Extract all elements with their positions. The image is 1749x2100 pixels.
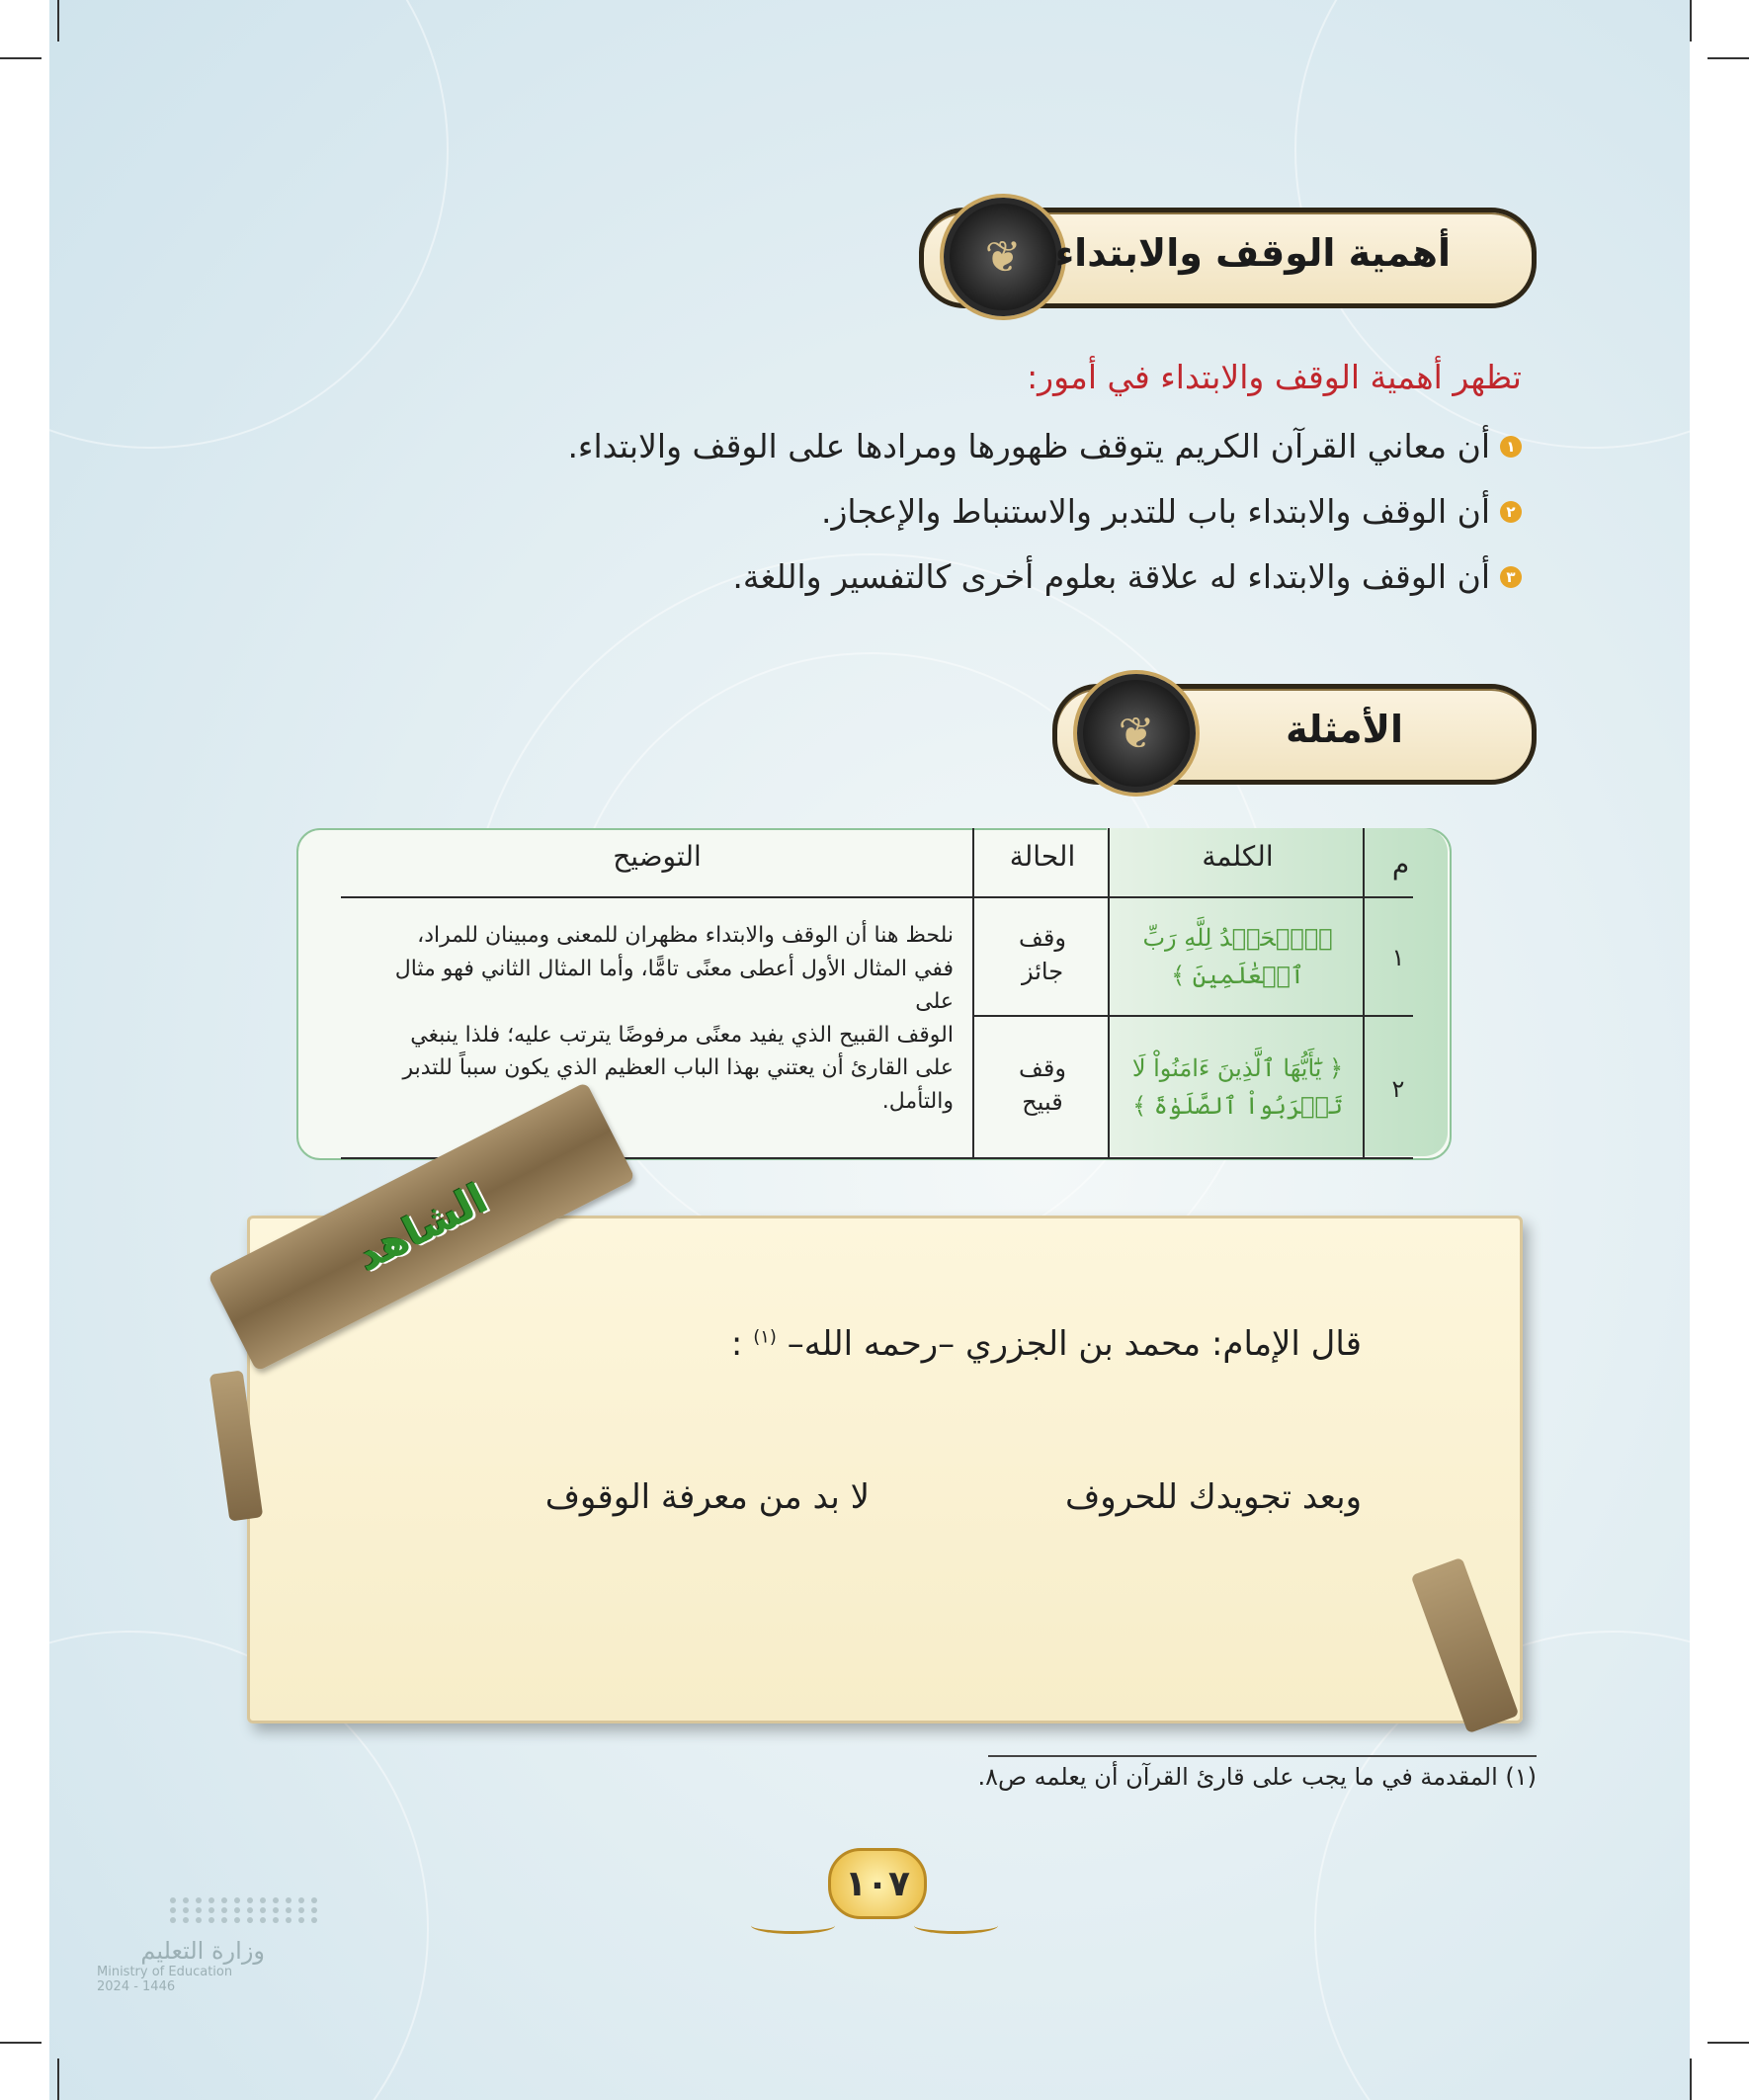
table-row-number: ١ [1391, 944, 1405, 971]
evidence-box [247, 1216, 1523, 1723]
number-badge: ٣ [1500, 566, 1522, 588]
explanation-line: الوقف القبيح الذي يفيد معنًى مرفوضًا يترتب عليه؛ فلذا ينبغي [410, 1022, 954, 1048]
verse-line: تَقۡرَبُواْ ٱلصَّلَوٰةَ ﴾ [1132, 1092, 1343, 1120]
flower-icon: ❦ [984, 231, 1022, 283]
table-row-word [1117, 1050, 1359, 1125]
table-row-number: ٢ [1391, 1075, 1405, 1103]
table-row-word [1117, 919, 1359, 994]
scroll-ornament [751, 1917, 835, 1934]
ministry-logo [97, 1897, 265, 1994]
verse-hemistich-right: وبعد تجويدك للحروف [1064, 1477, 1362, 1517]
footnote: (١) المقدمة في ما يجب على قارئ القرآن أن يعلمه ص٨. [977, 1763, 1537, 1791]
verse-line: ﴿ يَٰٓأَيُّهَا ٱلَّذِينَ ءَامَنُواْ لَا [1131, 1054, 1344, 1082]
quote-intro [731, 1324, 1362, 1364]
list-item-text: أن الوقف والابتداء له علاقة بعلوم أخرى كالتفسير واللغة. [732, 557, 1490, 596]
list-item-text: أن معاني القرآن الكريم يتوقف ظهورها ومرادها على الوقف والابتداء. [567, 427, 1490, 465]
footnote-divider [988, 1755, 1537, 1757]
number-badge: ٢ [1500, 501, 1522, 523]
section-title-importance: أهمية الوقف والابتداء [1054, 231, 1451, 275]
flower-icon: ❦ [1118, 708, 1155, 759]
table-row-state [978, 921, 1107, 988]
verse-line: ٱلۡعَٰلَمِينَ ﴾ [1171, 962, 1304, 989]
verse-hemistich-left: لا بد من معرفة الوقوف [544, 1477, 870, 1517]
ministry-name-english: Ministry of Education [97, 1965, 233, 1979]
ministry-logo-mark [170, 1897, 265, 1923]
state-line: جائز [1021, 958, 1064, 985]
explanation-line: نلحظ هنا أن الوقف والابتداء مظهران للمعنى ومبينان للمراد، [417, 923, 954, 948]
table-header-explanation: التوضيح [613, 840, 702, 873]
quote-intro-end: : [730, 1324, 743, 1364]
ministry-year: 2024 - 1446 [97, 1979, 176, 1994]
footnote-ref: (١) [753, 1326, 777, 1348]
quote-intro-text: قال الإمام: محمد بن الجزري –رحمه الله– [787, 1324, 1362, 1364]
state-line: وقف [1019, 924, 1066, 952]
state-line: قبيح [1022, 1088, 1063, 1116]
section-title-examples: الأمثلة [1286, 708, 1403, 751]
ministry-name-arabic: وزارة التعليم [140, 1937, 265, 1965]
state-line: وقف [1019, 1054, 1066, 1082]
explanation-line: على القارئ أن يعتني بهذا الباب العظيم الذي يكون سبباً للتدبر [402, 1055, 954, 1080]
list-item-text: أن الوقف والابتداء باب للتدبر والاستنباط والإعجاز. [821, 492, 1490, 531]
explanation-line: والتأمل. [881, 1088, 954, 1114]
page-number: ١٠٧ [828, 1848, 927, 1919]
explanation-line: ففي المثال الأول أعطى معنًى تامًّا، وأما المثال الثاني فهو مثال على [394, 956, 954, 1014]
table-header-num: م [1391, 848, 1410, 881]
verse-line: ﴿ٱلۡحَمۡدُ لِلَّهِ رَبِّ [1142, 924, 1333, 952]
ribbon-title: الشاهد [348, 1173, 495, 1281]
intro-text: تظهر أهمية الوقف والابتداء في أمور: [1027, 358, 1522, 396]
table-row-state [978, 1051, 1107, 1119]
number-badge: ١ [1500, 436, 1522, 458]
table-header-word: الكلمة [1202, 840, 1274, 873]
scroll-ornament [914, 1917, 998, 1934]
page-number-ornament [751, 1848, 998, 1947]
table-explanation [361, 919, 954, 1118]
table-header-state: الحالة [1009, 840, 1076, 873]
